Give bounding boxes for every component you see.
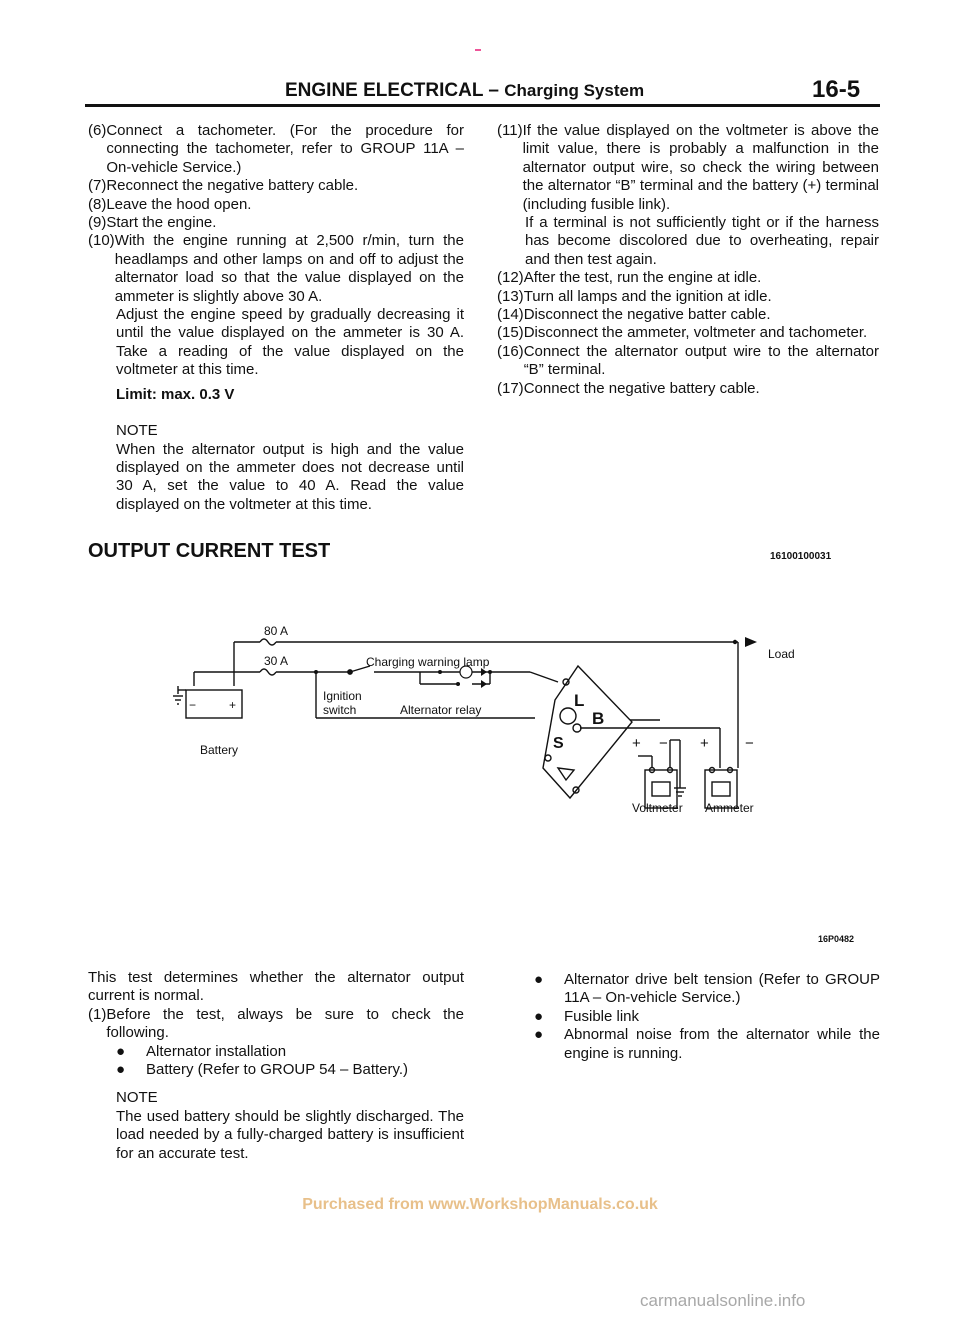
watermark: carmanualsonline.info bbox=[640, 1291, 806, 1310]
step-number: (16) bbox=[497, 342, 524, 360]
step-item bbox=[88, 214, 464, 232]
step-item bbox=[497, 380, 879, 398]
limit-value: Limit: max. 0.3 V bbox=[116, 385, 235, 403]
terminal-s-label: S bbox=[553, 735, 564, 752]
list-item-text: Fusible link bbox=[564, 1007, 640, 1025]
bullet-icon: ● bbox=[534, 1007, 544, 1025]
top-mark bbox=[475, 49, 481, 51]
bottom-left-column bbox=[88, 969, 464, 1163]
step-text: Turn all lamps and the ignition at idle. bbox=[523, 287, 772, 305]
list-item-text: Abnormal noise from the alternator while the engine is running. bbox=[564, 1026, 880, 1062]
list-item-text: Alternator drive belt tension (Refer to GROUP 11A – On-vehicle Service.) bbox=[564, 971, 880, 1007]
ammeter-label: Ammeter bbox=[705, 801, 754, 815]
step-number: (17) bbox=[497, 379, 524, 397]
list-item-text: Alternator installation bbox=[146, 1042, 287, 1060]
step-text: Disconnect the negative batter cable. bbox=[523, 306, 771, 324]
left-column bbox=[88, 122, 464, 514]
bullet-icon: ● bbox=[534, 1026, 544, 1044]
step-text: Connect the negative battery cable. bbox=[523, 379, 760, 397]
note-label: NOTE bbox=[116, 1089, 158, 1107]
fuse-30a-label: 30 A bbox=[264, 654, 289, 668]
ammeter-plus: + bbox=[700, 735, 709, 752]
terminal-l-label: L bbox=[574, 691, 585, 710]
step-text: If the value displayed on the voltmeter is above the limit value, there is probably a malfunction in the alternator output wire, so check the wiring between the alternator “B” terminal and the battery (+) terminal (including fusible link). bbox=[522, 122, 879, 213]
ignition-label-line2: switch bbox=[323, 703, 357, 717]
section-title: OUTPUT CURRENT TEST bbox=[88, 540, 331, 562]
bullet-icon: ● bbox=[534, 971, 544, 988]
step-text: Leave the hood open. bbox=[106, 195, 252, 213]
warning-lamp-label: Charging warning lamp bbox=[366, 655, 490, 669]
battery-minus-sign: − bbox=[189, 698, 197, 712]
step-item bbox=[497, 324, 879, 342]
list-item bbox=[116, 1043, 464, 1061]
note-text: When the alternator output is high and the value displayed on the ammeter does not decrease until 30 A, set the value to 40 A. Read the value displayed on the voltmeter at this time. bbox=[116, 440, 464, 513]
voltmeter-plus: + bbox=[632, 735, 641, 752]
header-separator: – bbox=[488, 80, 499, 101]
battery-label: Battery bbox=[200, 743, 239, 757]
terminal-b-label: B bbox=[592, 709, 605, 728]
step-number: (14) bbox=[497, 306, 524, 324]
step-number: (1) bbox=[88, 1005, 107, 1023]
step-text: Start the engine. bbox=[106, 214, 217, 232]
voltmeter-label: Voltmeter bbox=[632, 801, 683, 815]
battery-plus-sign: + bbox=[229, 698, 237, 712]
step-item bbox=[88, 232, 464, 306]
step-number: (15) bbox=[497, 324, 524, 342]
fuse-80a-label: 80 A bbox=[264, 624, 289, 638]
header-main-title: ENGINE ELECTRICAL bbox=[285, 80, 484, 101]
step-item bbox=[497, 269, 879, 287]
bullet-icon: ● bbox=[116, 1042, 126, 1060]
step-text: Disconnect the ammeter, voltmeter and tachometer. bbox=[523, 324, 868, 342]
step-item bbox=[88, 1006, 464, 1043]
step-11-continued: If a terminal is not sufficiently tight or if the harness has become discolored due to overheating, repair and then test again. bbox=[525, 214, 879, 268]
step-text: After the test, run the engine at idle. bbox=[523, 269, 762, 287]
step-number: (13) bbox=[497, 287, 524, 305]
step-number: (8) bbox=[88, 195, 107, 213]
step-item bbox=[88, 122, 464, 177]
list-item bbox=[534, 1008, 880, 1026]
step-number: (11) bbox=[497, 122, 523, 139]
step-text: With the engine running at 2,500 r/min, turn the headlamps and other lamps on and off to adjust the alternator load so that the value displayed on the ammeter is slightly above 30 A. bbox=[114, 232, 464, 305]
load-label: Load bbox=[768, 647, 795, 661]
check-list-left bbox=[88, 1043, 464, 1080]
header-rule bbox=[85, 104, 880, 107]
ammeter-minus: − bbox=[745, 735, 754, 752]
step-number: (10) bbox=[88, 232, 115, 250]
right-column bbox=[497, 122, 879, 398]
step-number: (6) bbox=[88, 122, 107, 139]
wiring-diagram bbox=[160, 620, 810, 820]
step-text: Before the test, always be sure to check the following. bbox=[106, 1005, 464, 1042]
step-number: (7) bbox=[88, 177, 107, 195]
step-item bbox=[88, 177, 464, 195]
step-10-continued: Adjust the engine speed by gradually decreasing it until the value displayed on the ammeter is 30 A. Take a reading of the value displayed on the voltmeter at this time. bbox=[116, 306, 464, 379]
step-item bbox=[497, 343, 879, 380]
ignition-label-line1: Ignition bbox=[323, 689, 362, 703]
voltmeter-minus: − bbox=[659, 735, 668, 752]
footer-purchase-notice: Purchased from www.WorkshopManuals.co.uk bbox=[302, 1196, 658, 1213]
list-item bbox=[116, 1061, 464, 1079]
step-item bbox=[88, 196, 464, 214]
step-item bbox=[497, 288, 879, 306]
header-subtitle: Charging System bbox=[504, 81, 645, 100]
bullet-icon: ● bbox=[116, 1061, 126, 1079]
relay-label: Alternator relay bbox=[400, 703, 482, 717]
list-item bbox=[534, 971, 880, 1008]
list-item-text: Battery (Refer to GROUP 54 – Battery.) bbox=[146, 1061, 409, 1079]
step-number: (9) bbox=[88, 214, 107, 232]
step-number: (12) bbox=[497, 269, 524, 287]
step-text: Connect a tachometer. (For the procedure for connecting the tachometer, refer to GROUP 11A – On-vehicle Service.) bbox=[106, 122, 464, 176]
list-item bbox=[534, 1026, 880, 1063]
page-number: 16-5 bbox=[812, 76, 861, 103]
step-text: Reconnect the negative battery cable. bbox=[106, 177, 359, 195]
bottom-right-column bbox=[534, 971, 880, 1063]
section-code: 16100100031 bbox=[770, 551, 832, 562]
step-item bbox=[497, 122, 879, 214]
header-title bbox=[285, 80, 644, 102]
figure-code: 16P0482 bbox=[818, 934, 855, 944]
step-item bbox=[497, 306, 879, 324]
note-text: The used battery should be slightly discharged. The load needed by a fully-charged battery is insufficient for an accurate test. bbox=[116, 1107, 464, 1162]
note-label: NOTE bbox=[116, 422, 158, 440]
step-text: Connect the alternator output wire to the alternator “B” terminal. bbox=[523, 342, 879, 379]
intro-text: This test determines whether the alternator output current is normal. bbox=[88, 969, 464, 1005]
